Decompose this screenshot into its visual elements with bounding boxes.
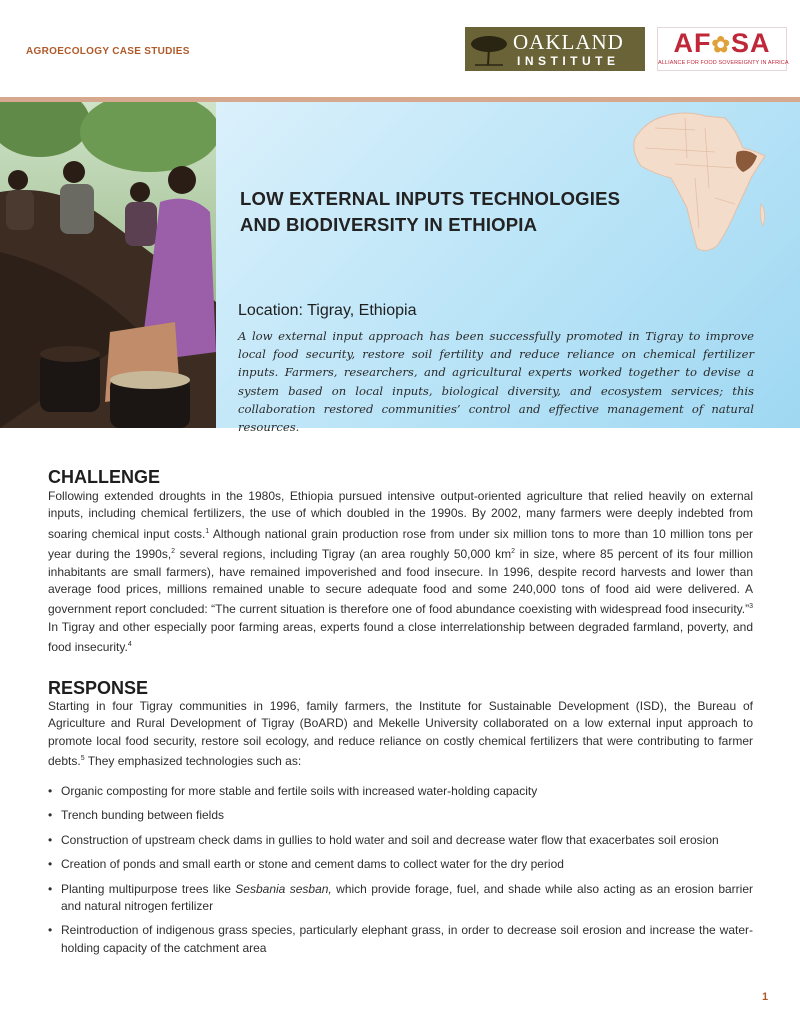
afsa-tagline: ALLIANCE FOR FOOD SOVEREIGNTY IN AFRICA [658, 60, 789, 66]
series-label: AGROECOLOGY CASE STUDIES [26, 46, 190, 57]
list-item: • Trench bunding between fields [48, 807, 753, 824]
response-paragraph: Starting in four Tigray communities in 1996, family farmers, the Institute for Sustainable Development (ISD), the Bureau of Agriculture and Rural Development of Tigray (BoARD) and Mekelle University collaborated on a low external input approach to promote local food security, restore soil ecology, and reduce reliance on costly chemical fertilizers that were contributing to farmer debts.$^5$ They emphasized technologies such as: [48, 699, 753, 769]
technologies-list [48, 783, 753, 964]
list-item: • Construction of upstream check dams in gullies to hold water and soil and decrease water flow that exacerbates soil erosion [48, 832, 753, 849]
oakland-institute-logo [465, 27, 645, 71]
challenge-heading: CHALLENGE [48, 467, 160, 487]
footnote-ref: 3 [749, 603, 753, 611]
list-item: • Planting multipurpose trees like Sesbania sesban, which provide forage, fuel, and shade while also acting as an erosion barrier and natural nitrogen fertilizer [48, 881, 753, 916]
page-number: 1 [762, 991, 769, 1003]
challenge-paragraph: Following extended droughts in the 1980s, Ethiopia pursued intensive output-oriented agriculture that relied heavily on external inputs, including chemical fertilizers, the use of which doubled in the 1990s. By 2002, many farmers were deeply indebted from soaring chemical input costs.$^1$ Although national grain production rose from under six million tons to more than 10 million tons per year during the 1990s,$^2$ several regions, including Tigray (an area roughly 50,000 $km^2$ in size, where 85 percent of its four million inhabitants are small farmers), have remained impoverished and food insecure. In 1996, despite record harvests and lower than average food prices, millions remained unable to secure adequate food and some 240,000 tons of food aid were delivered. A government report concluded: “The current situation is therefore one of food abundance coexisting with widespread food insecurity.”$^3$ In Tigray and other especially poor farming areas, experts found a close interrelationship between degraded farmland, poverty, and food insecurity.$^4$ [48, 489, 753, 655]
page-title [240, 186, 630, 238]
afsa-wordmark-right: SA [730, 28, 771, 58]
tree-icon [465, 27, 513, 71]
afsa-wordmark-left: AF [673, 28, 712, 58]
summary-text: A low external input approach has been successfully promoted in Tigray to improve local food security, restore soil fertility and reduce reliance on chemical fertilizer inputs. Farmers, researchers, and agricultural experts worked together to devise a system based on local inputs, biological diversity, and ecosystem services; this collaboration restored communities’ control and effective management of natural resources. [238, 329, 754, 435]
list-item: • Reintroduction of indigenous grass species, particularly elephant grass, in order to decrease soil erosion and increase the water-holding capacity of the catchment area [48, 922, 753, 957]
footnote-ref: 4 [127, 641, 132, 649]
afsa-emblem-icon: ✿ [711, 32, 731, 57]
oakland-wordmark: OAKLAND [513, 29, 624, 54]
list-item: • Creation of ponds and small earth or stone and cement dams to collect water for the dry period [48, 856, 753, 873]
afsa-logo [657, 27, 787, 71]
footnote-ref: 2 [171, 548, 176, 556]
title-line-1: LOW EXTERNAL INPUTS TECHNOLOGIES [240, 188, 621, 209]
africa-map [625, 108, 785, 258]
farmers-photo [0, 102, 216, 428]
superscript: 2 [511, 548, 516, 556]
list-item: • Organic composting for more stable and fertile soils with increased water-holding capacity [48, 783, 753, 800]
footnote-ref: 1 [205, 527, 210, 535]
institute-wordmark: INSTITUTE [517, 53, 620, 68]
title-line-2: AND BIODIVERSITY IN ETHIOPIA [240, 214, 538, 235]
response-heading: RESPONSE [48, 678, 149, 698]
footnote-ref: 5 [80, 755, 85, 763]
location-label: Location: Tigray, Ethiopia [238, 302, 417, 319]
